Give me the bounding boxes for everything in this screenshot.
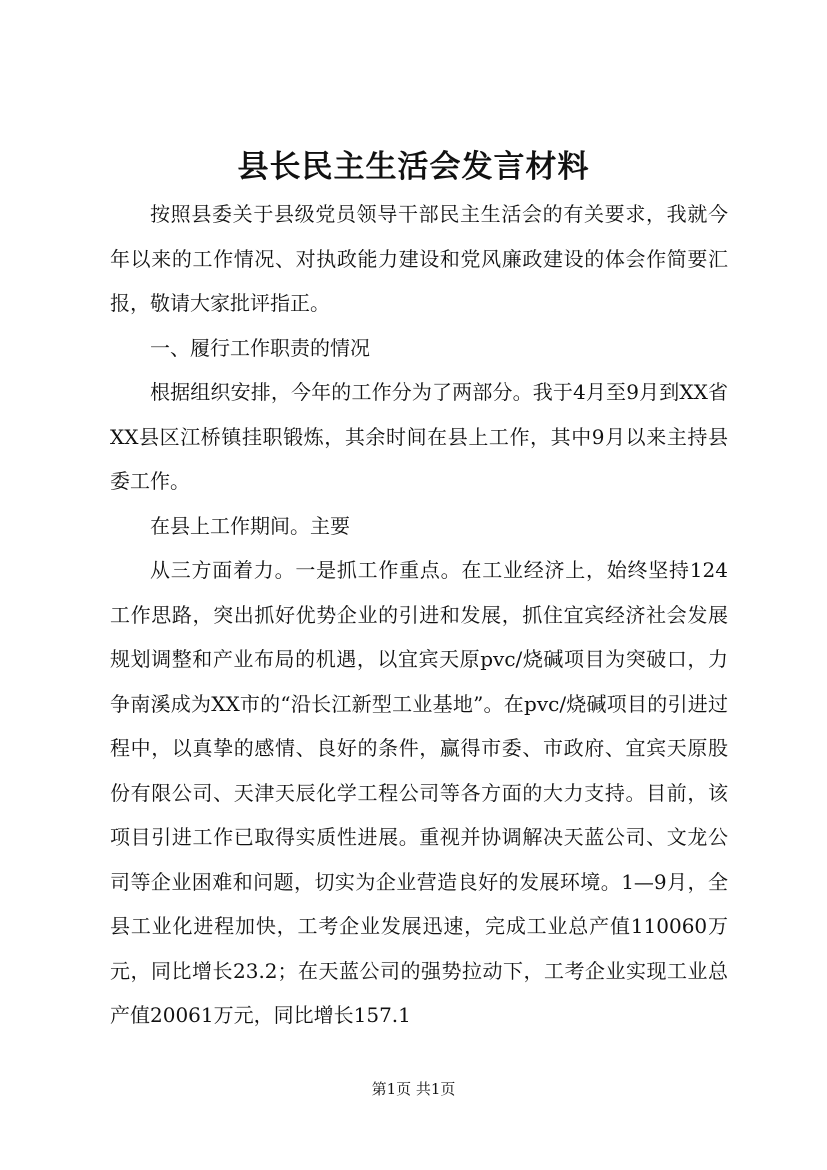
intro-paragraph: 按照县委关于县级党员领导干部民主生活会的有关要求，我就今年以来的工作情况、对执政能力建设和党风廉政建设的体会作简要汇报，敬请大家批评指正。 [110,202,728,315]
section-heading: 一、履行工作职责的情况 [150,335,370,360]
page-footer: 第1页 共1页 [371,1080,456,1098]
industry-paragraph: 从三方面着力。一是抓工作重点。在工业经济上，始终坚持124工作思路，突出抓好优势企业的引进和发展，抓住宜宾经济社会发展规划调整和产业布局的机遇，以宜宾天原pvc/烧碱项目为突破口，力争南溪成为XX市的“沿长江新型工业基地”。在pvc/烧碱项目的引进过程中，以真挚的感情、良好的条件，赢得市委、市政府、宜宾天原股份有限公司、天津天辰化学工程公司等各方面的大力支持。目前，该项目引进工作已取得实质性进展。重视并协调解决天蓝公司、文龙公司等企业困难和问题，切实为企业营造良好的发展环境。1—9月，全县工业化进程加快，工考企业发展迅速，完成工业总产值110060万元，同比增长23.2；在天蓝公司的强势拉动下，工考企业实现工业总产值20061万元，同比增长157.1 [110,558,728,1027]
document-title: 县长民主生活会发言材料 [237,149,590,185]
work-arrangement-paragraph: 根据组织安排，今年的工作分为了两部分。我于4月至9月到XX省XX县区江桥镇挂职锻炼，其余时间在县上工作，其中9月以来主持县委工作。 [110,380,728,493]
document-body [110,192,728,1038]
county-work-paragraph: 在县上工作期间。主要 [150,513,350,538]
